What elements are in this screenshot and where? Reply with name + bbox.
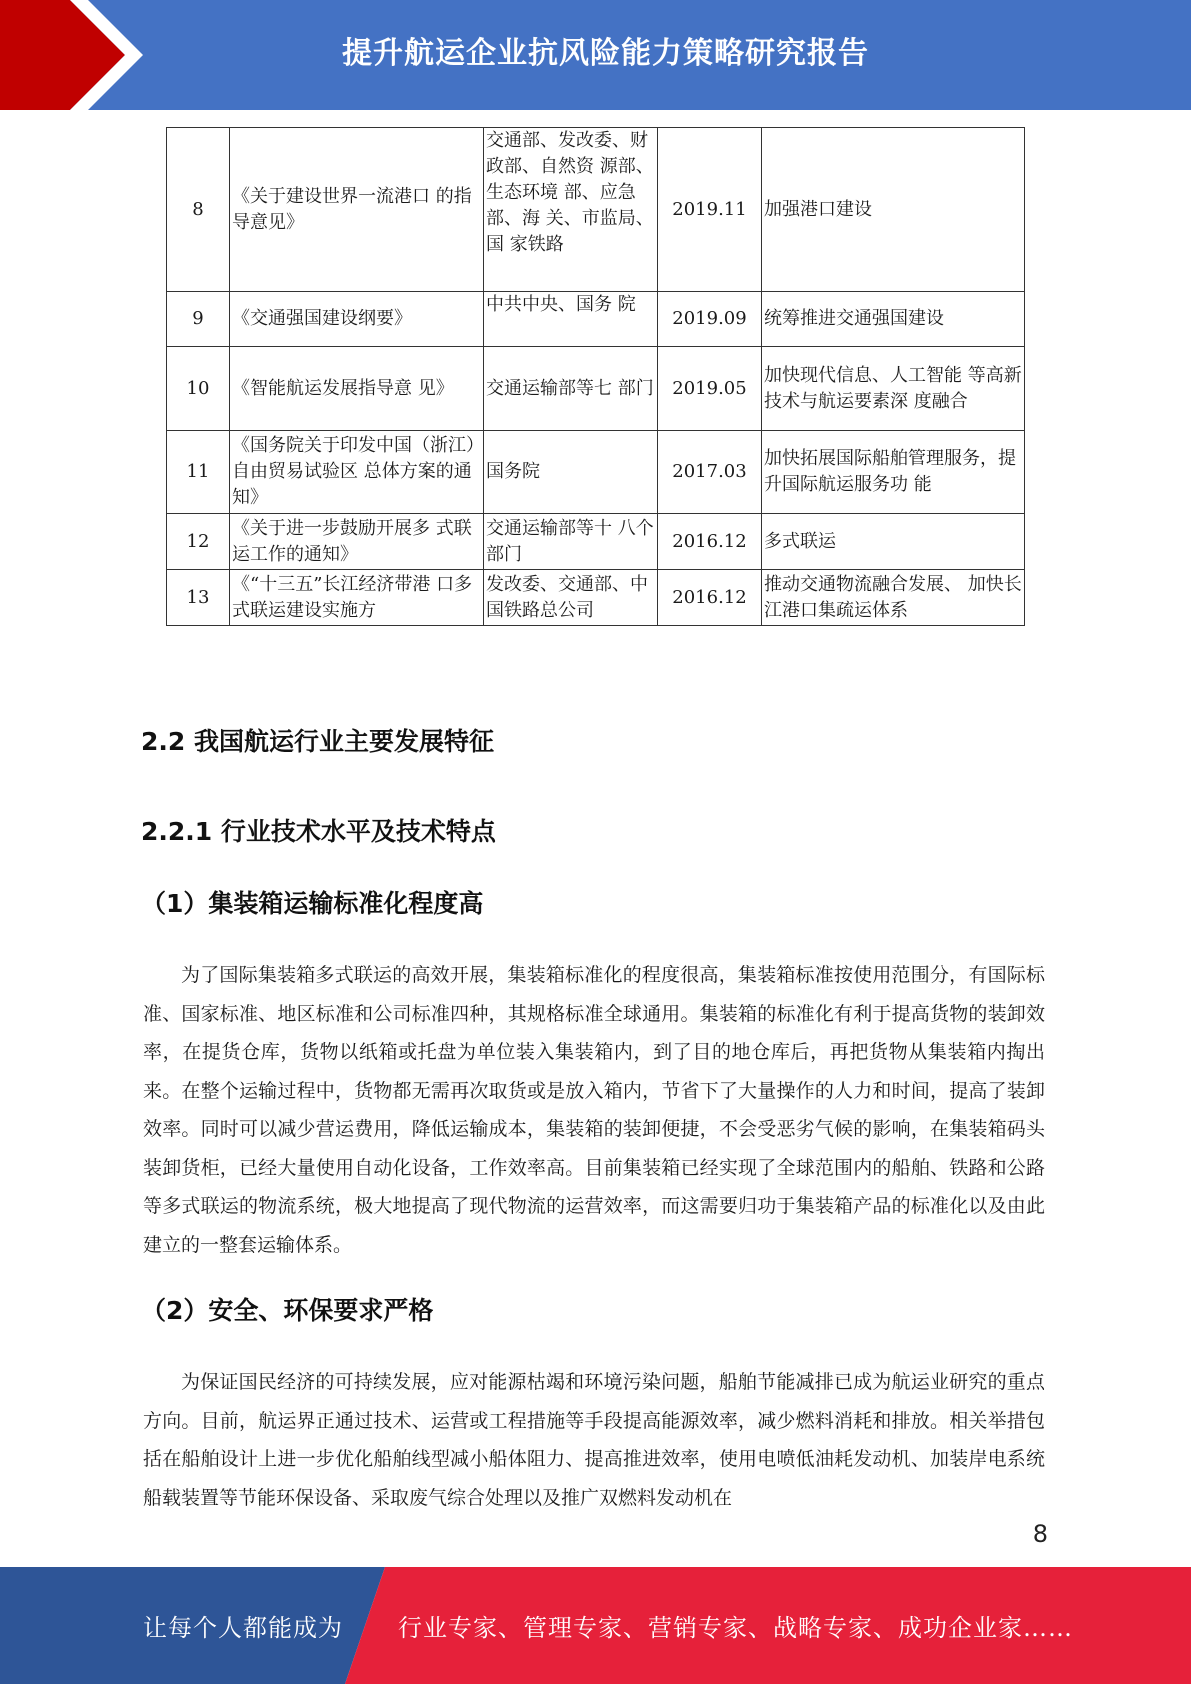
policy-name: 《智能航运发展指导意 见》: [230, 347, 484, 431]
row-number: 11: [167, 431, 230, 514]
paragraph-safety-environment: 为保证国民经济的可持续发展，应对能源枯竭和环境污染问题，船舶节能减排已成为航运业研究的重点方向。目前，航运界正通过技术、运营或工程措施等手段提高能源效率，减少燃料消耗和排放。相关举措包括在船舶设计上进一步优化船舶线型减小船体阻力、提高推进效率，使用电喷低油耗发动机、加装岸电系统船载装置等节能环保设备、采取废气综合处理以及推广双燃料发动机在: [143, 1371, 1045, 1509]
policy-name: 《“十三五”长江经济带港 口多式联运建设实施方: [230, 570, 484, 626]
page-number: 8: [1032, 1520, 1048, 1548]
policy-date: 2016.12: [658, 514, 762, 570]
policy-content: 统筹推进交通强国建设: [762, 292, 1025, 347]
section-heading: 2.2 我国航运行业主要发展特征: [141, 727, 494, 756]
policy-date: 2016.12: [658, 570, 762, 626]
paragraph-standardization: 为了国际集装箱多式联运的高效开展，集装箱标准化的程度很高，集装箱标准按使用范围分，有国际标准、国家标准、地区标准和公司标准四种，其规格标准全球通用。集装箱的标准化有利于提高货物的装卸效率，在提货仓库，货物以纸箱或托盘为单位装入集装箱内，到了目的地仓库后，再把货物从集装箱内掏出来。在整个运输过程中，货物都无需再次取货或是放入箱内，节省下了大量操作的人力和时间，提高了装卸效率。同时可以减少营运费用，降低运输成本，集装箱的装卸便捷，不会受恶劣气候的影响，在集装箱码头装卸货柜，已经大量使用自动化设备，工作效率高。目前集装箱已经实现了全球范围内的船舶、铁路和公路等多式联运的物流系统，极大地提高了现代物流的运营效率，而这需要归功于集装箱产品的标准化以及由此建立的一整套运输体系。: [143, 964, 1045, 1256]
policy-name: 《交通强国建设纲要》: [230, 292, 484, 347]
footer-slogan-right: 行业专家、管理专家、营销专家、战略专家、成功企业家……: [398, 1614, 1073, 1642]
policy-table: [166, 127, 1025, 626]
policy-content: 加快现代信息、人工智能 等高新技术与航运要素深 度融合: [762, 347, 1025, 431]
report-title: 提升航运企业抗风险能力策略研究报告: [342, 36, 869, 71]
table-row: [167, 347, 1025, 431]
policy-content: 推动交通物流融合发展、 加快长江港口集疏运体系: [762, 570, 1025, 626]
policy-name: 《关于建设世界一流港口 的指导意见》: [230, 128, 484, 292]
topic-heading-standardization: （1）集装箱运输标准化程度高: [141, 889, 484, 918]
policy-name: 《关于进一步鼓励开展多 式联运工作的通知》: [230, 514, 484, 570]
policy-date: 2019.05: [658, 347, 762, 431]
policy-name: 《国务院关于印发中国（浙江）自由贸易试验区 总体方案的通知》: [230, 431, 484, 514]
policy-department: 交通部、发改委、财政部、自然资 源部、生态环境 部、应急部、海 关、市监局、国 家铁路: [484, 128, 658, 292]
table-row: [167, 292, 1025, 347]
header-banner: [0, 0, 1191, 110]
row-number: 8: [167, 128, 230, 292]
table-row: [167, 431, 1025, 514]
row-number: 10: [167, 347, 230, 431]
footer-slogan-left: 让每个人都能成为: [143, 1614, 343, 1642]
row-number: 13: [167, 570, 230, 626]
policy-date: 2017.03: [658, 431, 762, 514]
policy-department: 发改委、交通部、中国铁路总公司: [484, 570, 658, 626]
policy-department: 交通运输部等七 部门: [484, 347, 658, 431]
table-row: [167, 570, 1025, 626]
policy-department: 国务院: [484, 431, 658, 514]
policy-date: 2019.09: [658, 292, 762, 347]
table-row: [167, 514, 1025, 570]
row-number: 9: [167, 292, 230, 347]
policy-content: 加快拓展国际船舶管理服务，提升国际航运服务功 能: [762, 431, 1025, 514]
row-number: 12: [167, 514, 230, 570]
policy-date: 2019.11: [658, 128, 762, 292]
topic-heading-safety-environment: （2）安全、环保要求严格: [141, 1296, 434, 1325]
footer-banner: [0, 1567, 1191, 1684]
subsection-heading: 2.2.1 行业技术水平及技术特点: [141, 817, 496, 846]
policy-content: 加强港口建设: [762, 128, 1025, 292]
policy-content: 多式联运: [762, 514, 1025, 570]
table-row: [167, 128, 1025, 292]
policy-department: 交通运输部等十 八个部门: [484, 514, 658, 570]
policy-department: 中共中央、国务 院: [484, 292, 658, 347]
